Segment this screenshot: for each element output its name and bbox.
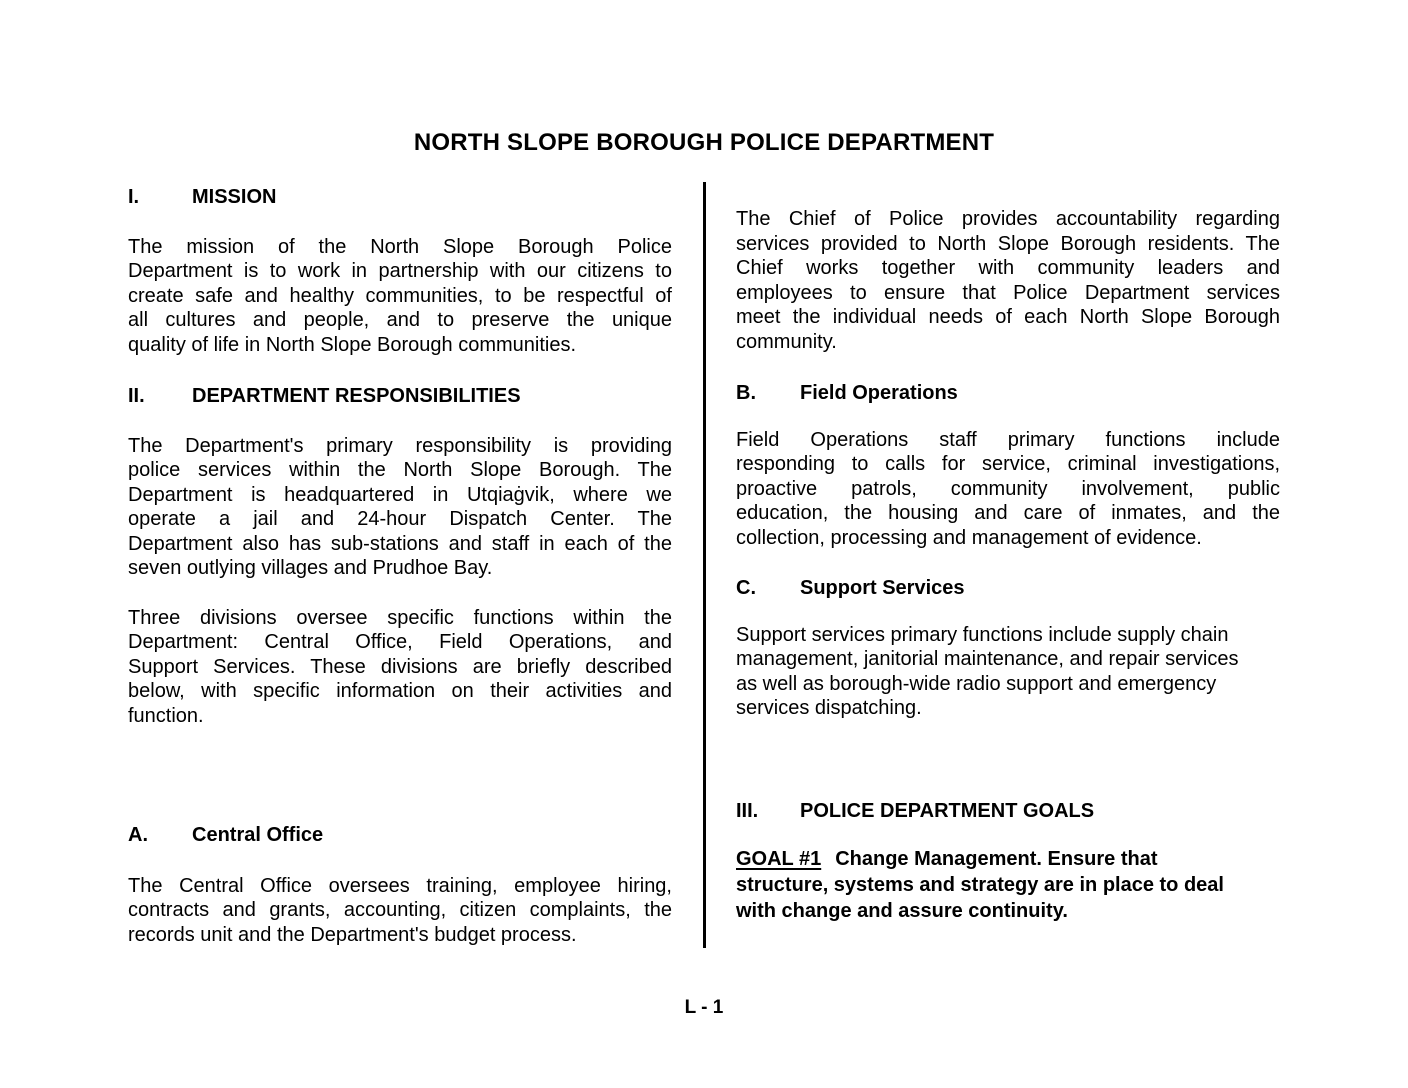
text-line: The mission of the North Slope Borough Police (128, 235, 672, 258)
heading-mission (128, 185, 672, 210)
text-line: The Central Office oversees training, employee hiring, (128, 874, 672, 897)
text-line: services provided to North Slope Borough residents. The (736, 232, 1280, 255)
heading-police-department-goals-label: POLICE DEPARTMENT GOALS (800, 799, 1095, 822)
text-line: Field Operations staff primary functions include (736, 428, 1280, 451)
paragraph-responsibilities-1 (128, 434, 672, 581)
heading-central-office-label: Central Office (192, 824, 324, 846)
text-line: as well as borough-wide radio support and emergency (736, 672, 1217, 695)
paragraph-chief-of-police (736, 207, 1280, 354)
goal-1-label: GOAL #1 (736, 848, 822, 870)
text-line: proactive patrols, community involvement, public (736, 477, 1280, 500)
paragraph-central-office (128, 874, 672, 948)
text-line: records unit and the Department's budget process. (128, 923, 577, 946)
text-line: Chief works together with community leaders and (736, 257, 1280, 279)
text-line: education, the housing and care of inmates, and the (736, 502, 1280, 524)
heading-department-responsibilities-number: II. (128, 385, 145, 407)
text-line: responding to calls for service, criminal investigations, (736, 453, 1280, 475)
heading-department-responsibilities-label: DEPARTMENT RESPONSIBILITIES (192, 385, 521, 407)
heading-field-operations (736, 381, 1280, 406)
column-divider (703, 182, 706, 948)
text-line: Support Services. These divisions are briefly described (128, 655, 672, 678)
heading-central-office (128, 823, 672, 848)
text-line: Support services primary functions include supply chain (736, 623, 1229, 646)
paragraph-mission (128, 235, 672, 358)
text-line: Department is to work in partnership with our citizens to (128, 260, 672, 282)
paragraph-responsibilities-2 (128, 606, 672, 729)
text-line: services dispatching. (736, 697, 922, 719)
text-line: all cultures and people, and to preserve the unique (128, 309, 672, 331)
text-line: Department is headquartered in Utqiaġvik, where we (128, 483, 672, 506)
goal-1-line-2: structure, systems and strategy are in place to deal (736, 874, 1224, 896)
goal-1-line-1 (736, 846, 1280, 872)
text-line: Department: Central Office, Field Operations, and (128, 631, 672, 653)
heading-department-responsibilities (128, 384, 672, 409)
goal-1-line-1-text: Change Management. Ensure that (835, 848, 1158, 870)
heading-field-operations-label: Field Operations (800, 382, 958, 404)
heading-police-department-goals-number: III. (736, 799, 759, 822)
text-line: meet the individual needs of each North Slope Borough (736, 306, 1280, 328)
text-line: Department also has sub-stations and staff in each of the (128, 532, 672, 555)
heading-police-department-goals (736, 799, 1280, 824)
heading-central-office-number: A. (128, 824, 148, 846)
page-title: NORTH SLOPE BOROUGH POLICE DEPARTMENT (413, 129, 995, 156)
heading-mission-label: MISSION (192, 186, 277, 208)
heading-support-services (736, 576, 1280, 601)
left-column (128, 185, 672, 947)
text-line: seven outlying villages and Prudhoe Bay. (128, 557, 493, 579)
heading-support-services-number: C. (736, 577, 756, 599)
text-line: The Department's primary responsibility is providing (128, 434, 672, 457)
text-line: contracts and grants, accounting, citizen complaints, the (128, 899, 672, 921)
heading-mission-number: I. (128, 186, 140, 208)
right-column (736, 207, 1280, 924)
paragraph-support-services (736, 623, 1280, 721)
text-line: The Chief of Police provides accountability regarding (736, 208, 1280, 230)
text-line: collection, processing and management of evidence. (736, 526, 1202, 549)
text-line: community. (736, 330, 837, 353)
heading-field-operations-number: B. (736, 382, 756, 404)
heading-support-services-label: Support Services (800, 577, 965, 599)
text-line: quality of life in North Slope Borough communities. (128, 333, 577, 356)
goal-1-line-3: with change and assure continuity. (736, 900, 1068, 922)
text-line: function. (128, 704, 204, 727)
paragraph-field-operations (736, 428, 1280, 551)
text-line: police services within the North Slope Borough. The (128, 459, 672, 481)
paragraph-goal-1 (736, 846, 1280, 924)
text-line: Three divisions oversee specific functions within the (128, 606, 672, 629)
text-line: create safe and healthy communities, to be respectful of (128, 284, 672, 307)
page-number: L - 1 (684, 997, 724, 1018)
text-line: below, with specific information on their activities and (128, 680, 672, 702)
text-line: management, janitorial maintenance, and repair services (736, 648, 1239, 670)
text-line: employees to ensure that Police Department services (736, 281, 1280, 304)
text-line: operate a jail and 24-hour Dispatch Center. The (128, 508, 672, 530)
